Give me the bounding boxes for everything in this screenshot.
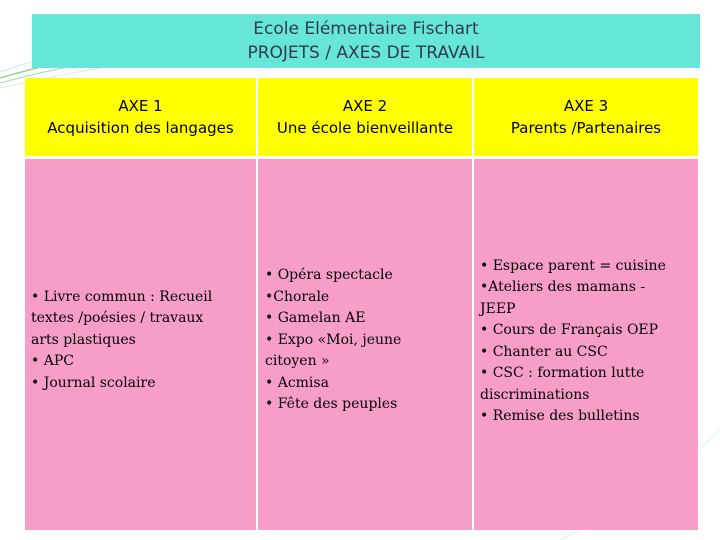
axis-3-content bbox=[474, 158, 700, 530]
axis-3-line: • Remise des bulletins bbox=[480, 408, 640, 424]
axis-1-line: textes /poésies / travaux bbox=[31, 310, 204, 327]
title-banner bbox=[32, 14, 700, 68]
axis-1-line: • APC bbox=[31, 353, 74, 370]
axis-3-line: JEEP bbox=[480, 300, 516, 317]
axis-1-line: • Livre commun : Recueil bbox=[31, 288, 213, 305]
axis-1-content bbox=[25, 158, 258, 530]
axis-2-line: • Gamelan AE bbox=[265, 310, 366, 327]
axis-3-line: • Espace parent = cuisine bbox=[480, 257, 666, 274]
axis-3-header bbox=[474, 78, 700, 158]
axis-2-line: • Acmisa bbox=[265, 374, 329, 391]
school-name: Ecole Elémentaire Fischart bbox=[253, 19, 479, 39]
axis-2-line: citoyen » bbox=[265, 353, 330, 370]
axis-1-label: AXE 1 bbox=[118, 97, 163, 115]
axis-1-line: arts plastiques bbox=[31, 331, 136, 348]
axis-2-content bbox=[258, 158, 474, 530]
page-title: PROJETS / AXES DE TRAVAIL bbox=[247, 43, 485, 63]
axis-3-label: AXE 3 bbox=[563, 97, 609, 115]
axis-3-line: • CSC : formation lutte bbox=[480, 365, 645, 381]
axis-2-header bbox=[258, 78, 474, 158]
axis-3-line: • Cours de Français OEP bbox=[480, 322, 659, 338]
axis-1-header bbox=[25, 78, 258, 158]
axis-3-subtitle: Parents /Partenaires bbox=[510, 119, 662, 137]
axis-2-label: AXE 2 bbox=[342, 97, 388, 115]
axis-2-subtitle: Une école bienveillante bbox=[276, 119, 454, 137]
axis-2-line: • Expo «Moi, jeune bbox=[265, 331, 402, 348]
axis-1-line: • Journal scolaire bbox=[31, 374, 156, 391]
axis-2-line: • Fête des peuples bbox=[265, 396, 398, 413]
axis-3-line: discriminations bbox=[480, 386, 590, 403]
axis-1-subtitle: Acquisition des langages bbox=[47, 119, 234, 137]
axis-3-line: •Ateliers des mamans - bbox=[480, 279, 646, 295]
axis-2-line: • Opéra spectacle bbox=[265, 267, 393, 284]
axis-2-line: •Chorale bbox=[265, 288, 330, 305]
axes-table bbox=[25, 78, 700, 530]
axis-3-line: • Chanter au CSC bbox=[480, 343, 608, 360]
